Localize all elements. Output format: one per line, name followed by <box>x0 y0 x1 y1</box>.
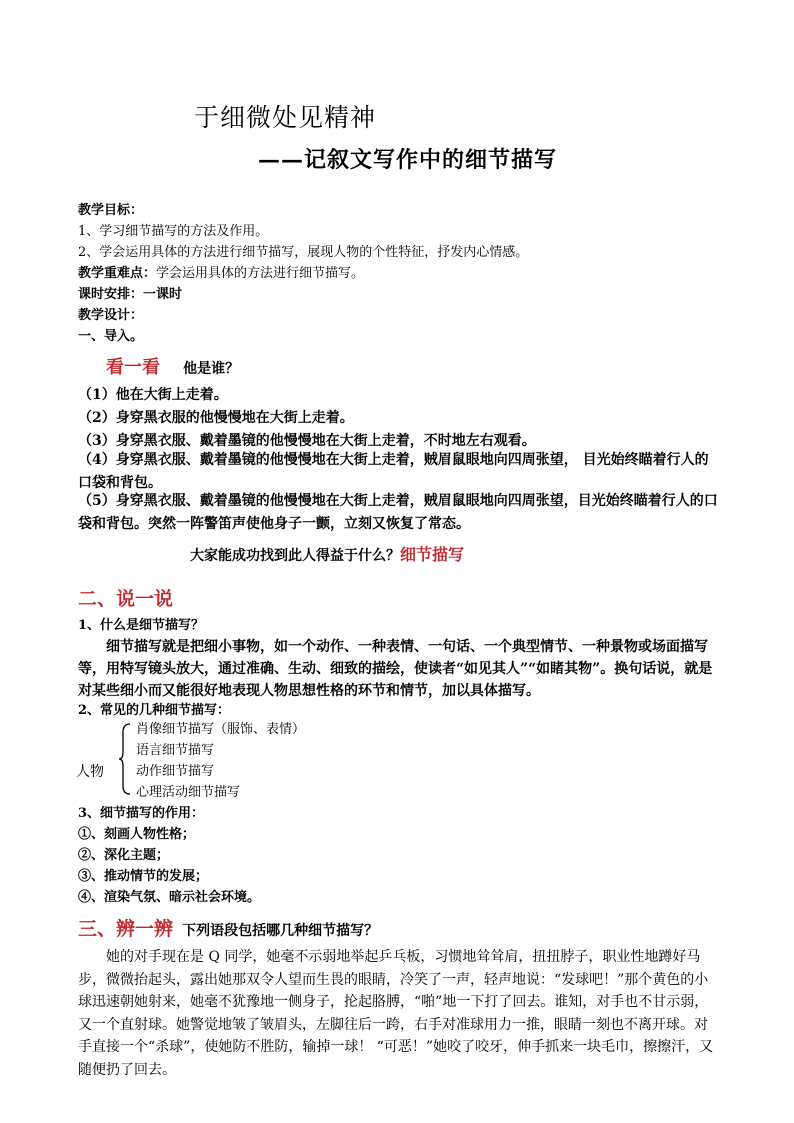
type-item: 肖像细节描写（服饰、表情） <box>136 722 306 737</box>
look-row <box>106 353 239 379</box>
type-item: 动作细节描写 <box>136 764 215 779</box>
look-item: （4）身穿黑衣服、戴着墨镜的他慢慢地在大街上走着，贼眉鼠眼地向四周张望， 目光始终瞄着行人的口袋和背包。 <box>78 452 709 491</box>
question-2: 2、常见的几种细节描写： <box>78 703 231 718</box>
look-item: （1）他在大街上走着。 <box>78 387 228 403</box>
key-points-label: 教学重难点： <box>78 266 157 281</box>
type-item: 语言细节描写 <box>136 743 215 758</box>
section-distinguish-heading: 三、辨一辨 <box>78 918 174 940</box>
goals-heading: 教学目标： <box>78 203 144 218</box>
key-points-text: 学会运用具体的方法进行细节描写。 <box>156 266 365 281</box>
type-item: 心理活动细节描写 <box>136 785 241 800</box>
success-row <box>190 542 464 565</box>
look-item: （3）身穿黑衣服、戴着墨镜的他慢慢地在大街上走着，不时地左右观看。 <box>78 433 536 449</box>
schedule: 课时安排：一课时 <box>78 287 183 302</box>
effect-item: ④、渲染气氛、暗示社会环境。 <box>78 890 261 905</box>
question-1: 1、什么是细节描写？ <box>78 618 205 633</box>
goal-item: 1、学习细节描写的方法及作用。 <box>78 224 269 239</box>
key-points <box>78 263 364 284</box>
section-say-heading: 二、说一说 <box>78 588 174 610</box>
question-3: 3、细节描写的作用： <box>78 806 205 821</box>
page-title: 于细微处见精神 <box>194 103 377 132</box>
goal-item: 2、学会运用具体的方法进行细节描写，展现人物的个性特征，抒发内心情感。 <box>78 245 529 260</box>
story-paragraph: 她的对手现在是 Q 同学，她毫不示弱地举起乒乓板，习惯地耸耸肩，扭扭脖子，职业性地蹲好马步，微微抬起头，露出她那双令人望而生畏的眼睛，冷笑了一声，轻声地说：“发球吧！”那个黄色的小球迅速朝她射来，她毫不犹豫地一侧身子，抡起胳膊，“啪”地一下打了回去。谁知，对手也不甘示弱，又一个直射球。她警觉地皱了皱眉头，左脚往后一跨，右手对准球用力一推，眼睛一刻也不离开球。对手直接一个“杀球”，使她防不胜防，输掉一球！ “可恶！”她咬了咬牙，伸手抓来一块毛巾，擦擦汗，又随便扔了回去。 <box>78 949 714 1078</box>
look-question: 他是谁？ <box>183 361 240 377</box>
look-item: （5）身穿黑衣服、戴着墨镜的他慢慢地在大街上走着，贼眉鼠眼地向四周张望，目光始终瞄着行人的口袋和背包。突然一阵警笛声使他身子一颤，立刻又恢复了常态。 <box>78 493 718 532</box>
effect-item: ③、推动情节的发展； <box>78 869 209 884</box>
success-question: 大家能成功找到此人得益于什么？ <box>190 548 400 564</box>
question-1-answer: 细节描写就是把细小事物，如一个动作、一种表情、一句话、一个典型情节、一种景物或场面描写等，用特写镜头放大，通过准确、生动、细致的描绘，使读者“如见其人”“如睹其物”。换句话说，就是对某些细小而又能很好地表现人物思想性格的环节和情节，加以具体描写。 <box>78 639 713 699</box>
section-distinguish-row <box>78 914 378 941</box>
section-intro-heading: 一、导入。 <box>78 329 144 344</box>
look-item: （2）身穿黑衣服的他慢慢地在大街上走着。 <box>78 410 354 426</box>
page-subtitle: ——记叙文写作中的细节描写 <box>258 147 558 173</box>
section-distinguish-question: 下列语段包括哪几种细节描写？ <box>182 923 379 939</box>
effect-item: ①、刻画人物性格； <box>78 827 196 842</box>
look-heading: 看一看 <box>106 357 160 378</box>
effect-item: ②、深化主题； <box>78 848 170 863</box>
success-answer: 细节描写 <box>400 545 465 564</box>
person-label: 人物 <box>76 764 104 780</box>
brace-icon <box>118 722 132 796</box>
design-heading: 教学设计： <box>78 308 144 323</box>
